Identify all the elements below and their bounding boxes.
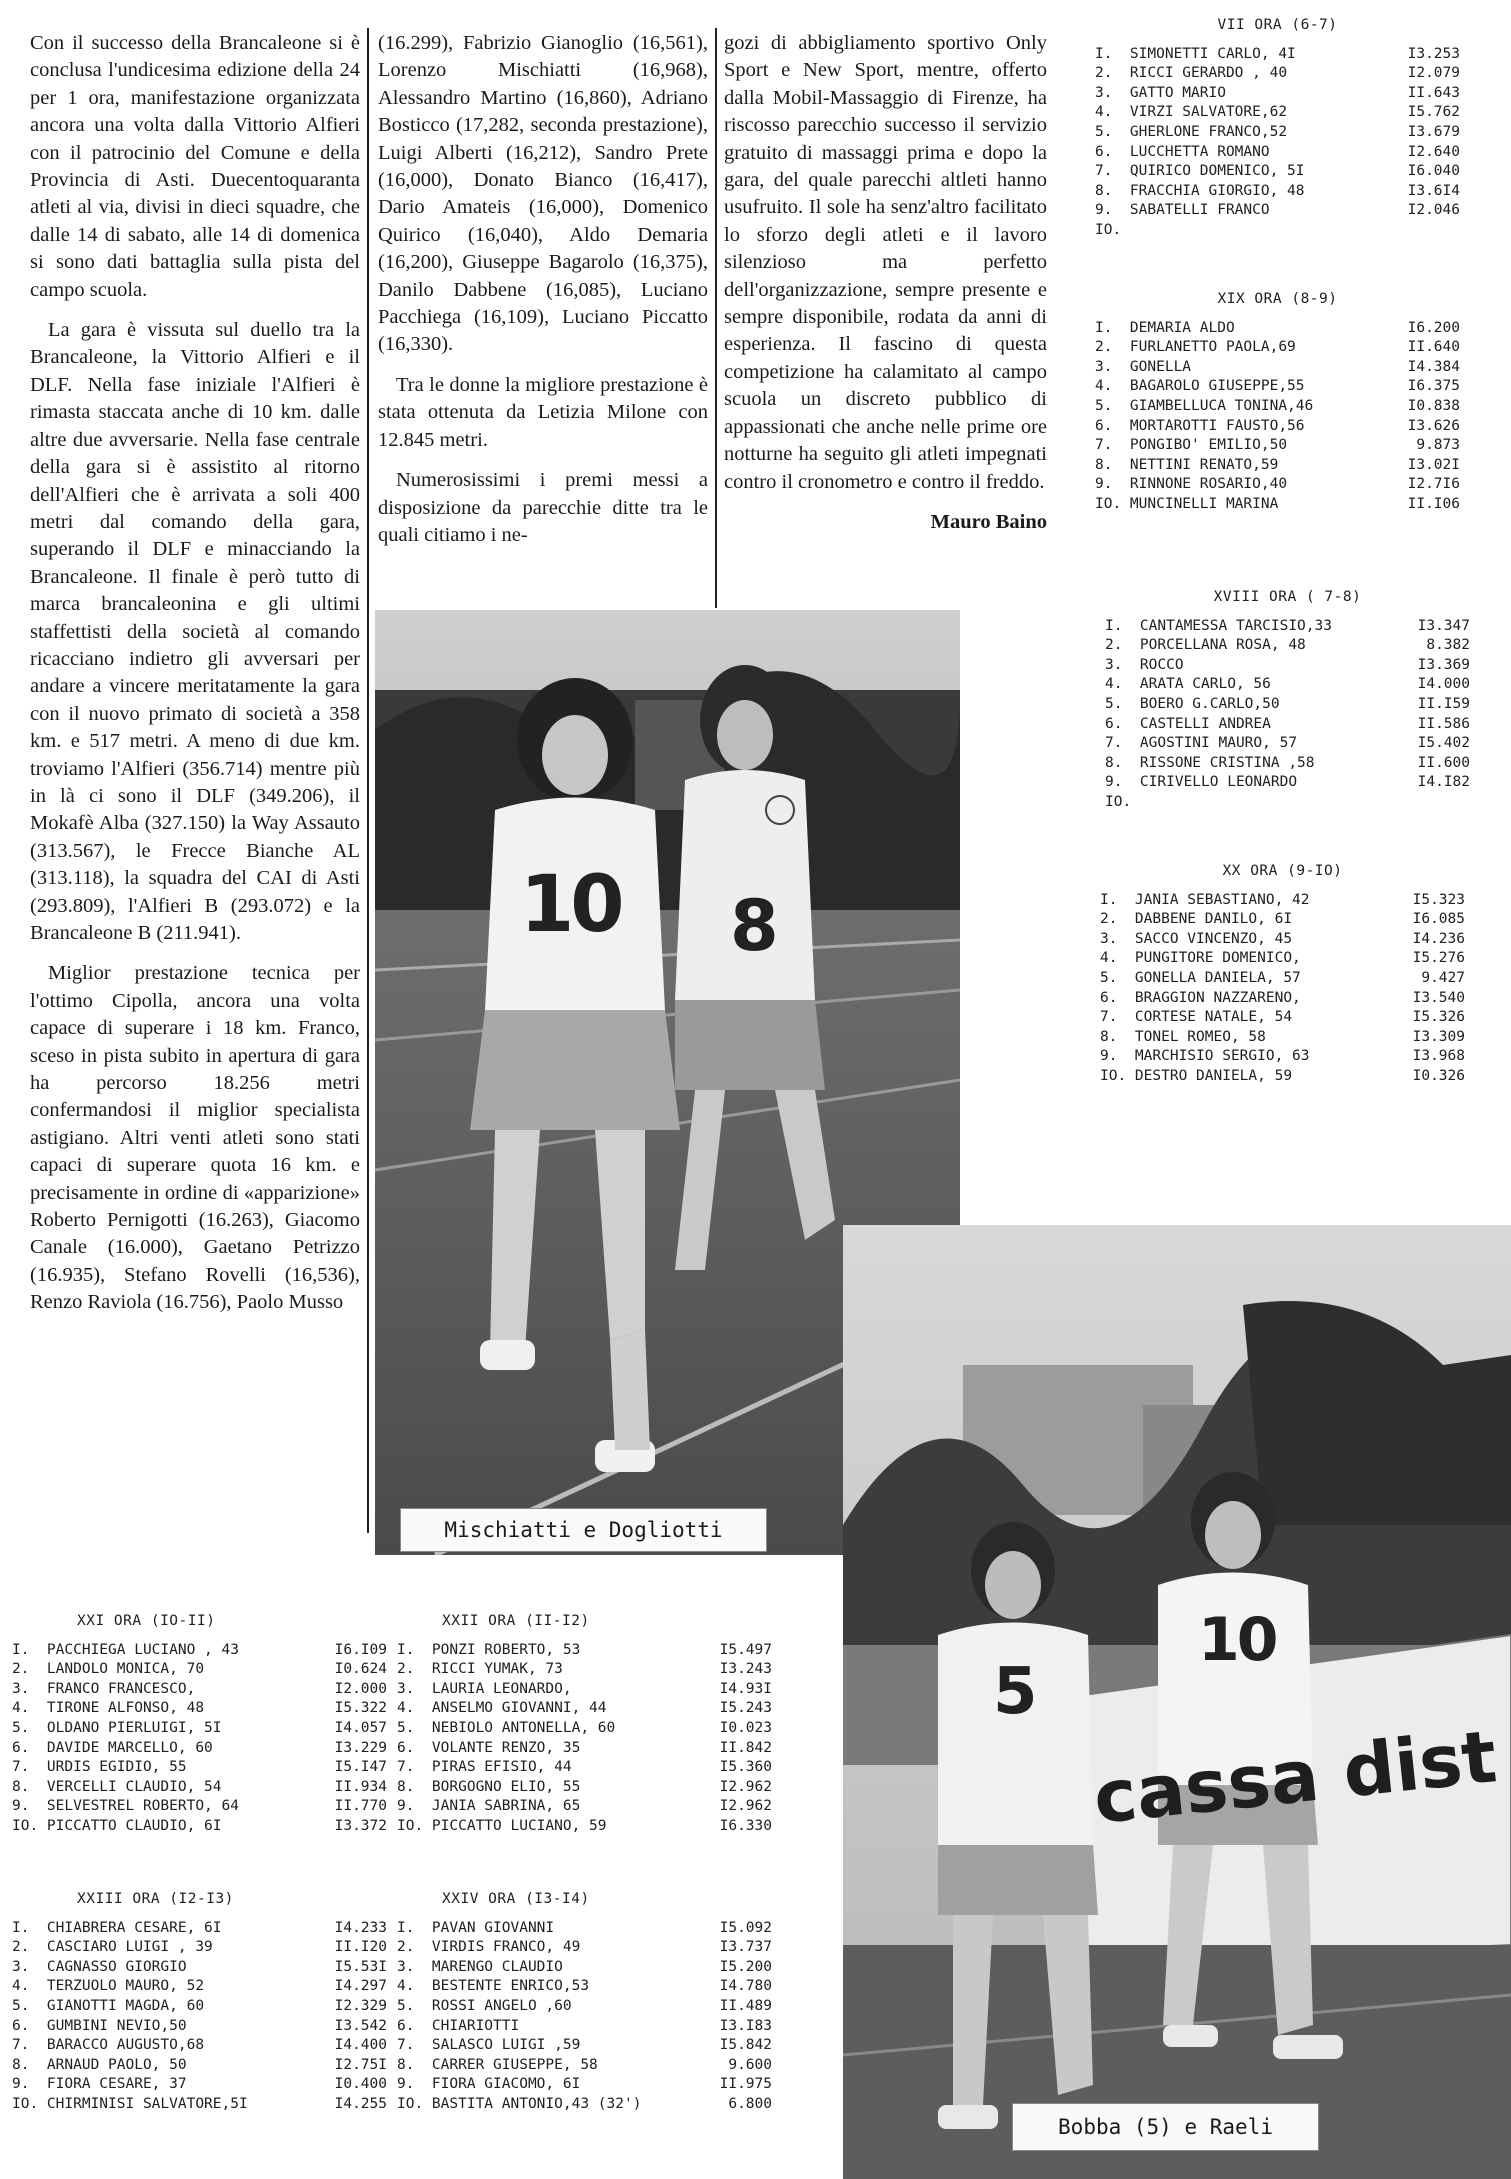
athlete-entry: IO. CHIRMINISI SALVATORE,5I [12, 2095, 248, 2112]
table-row [397, 1997, 772, 2017]
bib-number: 10 [520, 860, 621, 950]
article-column-3 [724, 30, 1047, 536]
distance-value: I5.I47 [334, 1759, 387, 1776]
athlete-entry: 5. ROSSI ANGELO ,60 [397, 1997, 572, 2014]
table-row [12, 1919, 387, 1939]
athlete-entry: I. PAVAN GIOVANNI [397, 1919, 555, 1936]
distance-value: I3.968 [1412, 1048, 1465, 1065]
results-table-xxiii [12, 1890, 387, 2115]
column-rule [715, 28, 717, 608]
table-row [1095, 319, 1460, 339]
distance-value: I5.402 [1417, 735, 1470, 752]
athlete-entry: 3. LAURIA LEONARDO, [397, 1680, 572, 1697]
distance-value: I2.000 [334, 1680, 387, 1697]
athlete-entry: 5. GHERLONE FRANCO,52 [1095, 123, 1288, 140]
bib-number: 8 [730, 885, 779, 967]
table-row [397, 1797, 772, 1817]
distance-value: I3.347 [1417, 617, 1470, 634]
table-row [12, 1817, 387, 1837]
table-rows [1095, 319, 1460, 515]
distance-value: I4.000 [1417, 676, 1470, 693]
article-paragraph: gozi di abbigliamento sportivo Only Sport e New Sport, mentre, offerto dalla Mobil-Massaggio di Firenze, ha riscosso parecchio successo il servizio gratuito di massaggi prima e dopo la gara, del quale parecchi altleti hanno usufruito. Il sole ha senz'altro facilitato lo sforzo degli atleti e il lavoro silenzioso ma perfetto dell'organizzazione, sempre presente e sempre disponibile, rodata da anni di esperienza. Il fascino di questa competizione ha calamitato al campo scuola un discreto pubblico di appassionati che anche nelle prime ore notturne ha seguito gli atleti impegnati contro il cronometro e contro il freddo. [724, 32, 1047, 493]
distance-value: I2.962 [719, 1798, 772, 1815]
article-paragraph: Numerosissimi i premi messi a disposizione da parecchie ditte tra le quali citiamo i ne- [378, 469, 708, 546]
table-row [1105, 695, 1470, 715]
distance-value: I4.057 [334, 1719, 387, 1736]
table-row [1095, 495, 1460, 515]
table-title: XVIII ORA ( 7-8) [1213, 589, 1362, 605]
athlete-entry: 7. PIRAS EFISIO, 44 [397, 1759, 572, 1776]
table-row [12, 1997, 387, 2017]
table-row [1095, 397, 1460, 417]
athlete-entry: 9. FIORA GIACOMO, 6I [397, 2076, 581, 2093]
results-table-xix [1095, 290, 1460, 515]
distance-value: I5.243 [719, 1700, 772, 1717]
table-title: VII ORA (6-7) [1217, 17, 1338, 33]
photo-caption: Mischiatti e Dogliotti [400, 1508, 767, 1552]
distance-value: II.586 [1417, 715, 1470, 732]
distance-value: I6.085 [1412, 911, 1465, 928]
table-row [12, 1719, 387, 1739]
athlete-entry: IO. [1105, 793, 1132, 810]
distance-value: I5.326 [1412, 1009, 1465, 1026]
distance-value: I3.626 [1407, 417, 1460, 434]
athlete-entry: 9. SABATELLI FRANCO [1095, 202, 1270, 219]
distance-value: I6.200 [1407, 319, 1460, 336]
table-row [397, 1680, 772, 1700]
table-rows [1105, 617, 1470, 813]
table-rows [1100, 891, 1465, 1087]
distance-value: I4.780 [719, 1978, 772, 1995]
athlete-entry: 4. VIRZI SALVATORE,62 [1095, 104, 1288, 121]
distance-value: I0.023 [719, 1719, 772, 1736]
table-row [397, 1778, 772, 1798]
athlete-entry: I. PACCHIEGA LUCIANO , 43 [12, 1641, 239, 1658]
athlete-entry: 9. JANIA SABRINA, 65 [397, 1798, 581, 1815]
athlete-entry: 7. AGOSTINI MAURO, 57 [1105, 735, 1298, 752]
distance-value: II.I59 [1417, 695, 1470, 712]
athlete-entry: 3. SACCO VINCENZO, 45 [1100, 930, 1293, 947]
article-paragraph: Miglior prestazione tecnica per l'ottimo Cipolla, ancora una volta capace di superare i 18 km. Franco, sceso in pista subito in apertura di gara ha percorso 18.256 metri confermandosi il miglior specialista astigiano. Altri venti atleti sono stati capaci di superare quota 16 km. e precisamente in ordine di «apparizione» Roberto Pernigotti (16.263), Giacomo Canale (16.000), Gaetano Petrizzo (16.935), Stefano Rovelli (16,536), Renzo Raviola (16.756), Paolo Musso [30, 962, 360, 1314]
table-row [12, 2095, 387, 2115]
athlete-entry: 4. ANSELMO GIOVANNI, 44 [397, 1700, 607, 1717]
athlete-entry: 2. CASCIARO LUIGI , 39 [12, 1939, 213, 1956]
table-row [1095, 45, 1460, 65]
table-row [1100, 969, 1465, 989]
table-row [1095, 64, 1460, 84]
table-row [1095, 436, 1460, 456]
athlete-entry: 4. TERZUOLO MAURO, 52 [12, 1978, 205, 1995]
table-row [1105, 675, 1470, 695]
athlete-entry: 2. PORCELLANA ROSA, 48 [1105, 637, 1306, 654]
distance-value: I5.842 [719, 2037, 772, 2054]
photo-runners-men [843, 1225, 1511, 2179]
table-row [12, 1797, 387, 1817]
table-row [12, 1641, 387, 1661]
athlete-entry: 2. DABBENE DANILO, 6I [1100, 911, 1293, 928]
distance-value: I0.400 [334, 2076, 387, 2093]
table-row [1095, 182, 1460, 202]
distance-value: I6.I09 [334, 1641, 387, 1658]
athlete-entry: I. CHIABRERA CESARE, 6I [12, 1919, 222, 1936]
table-row [397, 1938, 772, 1958]
athlete-entry: 3. GATTO MARIO [1095, 84, 1226, 101]
table-row [12, 1938, 387, 1958]
table-row [12, 2075, 387, 2095]
athlete-entry: 8. VERCELLI CLAUDIO, 54 [12, 1778, 222, 1795]
table-row [12, 1660, 387, 1680]
distance-value: 9.873 [1416, 437, 1460, 454]
table-row [12, 2017, 387, 2037]
table-row [1100, 989, 1465, 1009]
athlete-entry: 6. BRAGGION NAZZARENO, [1100, 989, 1301, 1006]
distance-value: II.600 [1417, 754, 1470, 771]
table-rows [1095, 45, 1460, 241]
table-row [397, 2095, 772, 2115]
athlete-entry: 8. NETTINI RENATO,59 [1095, 456, 1279, 473]
athlete-entry: 7. URDIS EGIDIO, 55 [12, 1759, 187, 1776]
table-row [1095, 201, 1460, 221]
table-row [12, 1739, 387, 1759]
athlete-entry: IO. MUNCINELLI MARINA [1095, 495, 1279, 512]
table-row [1105, 754, 1470, 774]
athlete-entry: 3. GONELLA [1095, 358, 1192, 375]
athlete-entry: 3. MARENGO CLAUDIO [397, 1958, 563, 1975]
column-rule [367, 28, 369, 1533]
athlete-entry: 2. FURLANETTO PAOLA,69 [1095, 339, 1296, 356]
table-row [397, 1660, 772, 1680]
athlete-entry: 6. DAVIDE MARCELLO, 60 [12, 1739, 213, 1756]
table-row [1105, 793, 1470, 813]
table-row [1100, 1008, 1465, 1028]
table-row [397, 1977, 772, 1997]
distance-value: I2.7I6 [1407, 476, 1460, 493]
athlete-entry: IO. PICCATTO CLAUDIO, 6I [12, 1817, 222, 1834]
photo-runners-men-image [843, 1225, 1511, 2179]
article-author: Mauro Baino [930, 510, 1047, 533]
distance-value: I6.375 [1407, 378, 1460, 395]
athlete-entry: 8. CARRER GIUSEPPE, 58 [397, 2056, 598, 2073]
results-table-xxi [12, 1612, 387, 1837]
table-row [1095, 221, 1460, 241]
athlete-entry: 5. BOERO G.CARLO,50 [1105, 695, 1280, 712]
distance-value: I4.297 [334, 1978, 387, 1995]
results-table-xxii [397, 1612, 772, 1837]
athlete-entry: 5. GIANOTTI MAGDA, 60 [12, 1997, 205, 2014]
athlete-entry: 9. MARCHISIO SERGIO, 63 [1100, 1048, 1310, 1065]
table-rows [397, 1919, 772, 2115]
distance-value: I6.040 [1407, 163, 1460, 180]
distance-value: I2.962 [719, 1778, 772, 1795]
distance-value: I3.I83 [719, 2017, 772, 2034]
athlete-entry: 4. TIRONE ALFONSO, 48 [12, 1700, 205, 1717]
distance-value: 6.800 [728, 2095, 772, 2112]
distance-value: II.934 [334, 1778, 387, 1795]
athlete-entry: 9. SELVESTREL ROBERTO, 64 [12, 1798, 239, 1815]
distance-value: I5.497 [719, 1641, 772, 1658]
athlete-entry: I. SIMONETTI CARLO, 4I [1095, 45, 1296, 62]
table-row [12, 1778, 387, 1798]
athlete-entry: 4. PUNGITORE DOMENICO, [1100, 950, 1301, 967]
table-rows [12, 1919, 387, 2115]
table-row [1105, 656, 1470, 676]
table-row [1100, 1047, 1465, 1067]
table-row [1095, 475, 1460, 495]
table-row [397, 1758, 772, 1778]
athlete-entry: I. DEMARIA ALDO [1095, 319, 1235, 336]
article-paragraph: La gara è vissuta sul duello tra la Brancaleone, la Vittorio Alfieri e il DLF. Nella fase iniziale l'Alfieri è rimasta staccata anche di 10 km. dalle altre due avversarie. Nella fase centrale della gara si è assistito al ritorno dell'Alfieri che è arrivata a soli 400 metri dal comando della gara, superando il DLF e minacciando la Brancaleone. Il finale è però tutto di marca brancaleonina e gli ultimi staffettisti della società al comando ricacciano indietro gli avversari per andare a vincere meritatamente la gara con il nuovo primato di società a 358 km. e 517 metri. A meno di due km. troviamo l'Alfieri (356.714) mentre più in là ci sono il DLF (349.206), il Mokafè Alba (327.150) la Way Assauto (313.567), le Frecce Bianche AL (313.118), la squadra del CAI di Asti (293.809), l'Alfieri B (293.072) e la Brancaleone B (211.941). [30, 319, 360, 944]
distance-value: I5.092 [719, 1919, 772, 1936]
distance-value: I5.762 [1407, 104, 1460, 121]
athlete-entry: 8. BORGOGNO ELIO, 55 [397, 1778, 581, 1795]
table-row [1095, 123, 1460, 143]
table-row [12, 1977, 387, 1997]
article-column-1 [30, 30, 360, 1330]
athlete-entry: 3. FRANCO FRANCESCO, [12, 1680, 196, 1697]
table-row [12, 1758, 387, 1778]
athlete-entry: I. JANIA SEBASTIANO, 42 [1100, 891, 1310, 908]
athlete-entry: 9. RINNONE ROSARIO,40 [1095, 476, 1288, 493]
table-rows [397, 1641, 772, 1837]
table-row [12, 1699, 387, 1719]
table-row [1100, 1028, 1465, 1048]
table-row [397, 1919, 772, 1939]
table-rows [12, 1641, 387, 1837]
distance-value: I3.679 [1407, 123, 1460, 140]
distance-value: II.I06 [1407, 495, 1460, 512]
athlete-entry: 2. LANDOLO MONICA, 70 [12, 1661, 205, 1678]
athlete-entry: IO. [1095, 221, 1122, 238]
athlete-entry: 6. MORTAROTTI FAUSTO,56 [1095, 417, 1305, 434]
athlete-entry: IO. DESTRO DANIELA, 59 [1100, 1067, 1293, 1084]
athlete-entry: 6. CHIARIOTTI [397, 2017, 520, 2034]
table-row [12, 2036, 387, 2056]
bib-number: 10 [1198, 1605, 1276, 1675]
athlete-entry: I. PONZI ROBERTO, 53 [397, 1641, 581, 1658]
table-row [1100, 910, 1465, 930]
results-table-xx [1100, 862, 1465, 1087]
distance-value: 8.382 [1426, 637, 1470, 654]
distance-value: I3.309 [1412, 1028, 1465, 1045]
athlete-entry: 3. CAGNASSO GIORGIO [12, 1958, 187, 1975]
photo-caption: Bobba (5) e Raeli [1012, 2103, 1319, 2151]
distance-value: I2.640 [1407, 143, 1460, 160]
table-title: XIX ORA (8-9) [1217, 291, 1338, 307]
table-row [397, 1719, 772, 1739]
table-title: XXIII ORA (I2-I3) [77, 1891, 234, 1907]
table-row [1100, 1067, 1465, 1087]
athlete-entry: 6. VOLANTE RENZO, 35 [397, 1739, 581, 1756]
distance-value: I5.276 [1412, 950, 1465, 967]
table-row [1095, 143, 1460, 163]
distance-value: I4.384 [1407, 358, 1460, 375]
distance-value: II.842 [719, 1739, 772, 1756]
table-row [397, 2036, 772, 2056]
distance-value: I2.329 [334, 1997, 387, 2014]
banner-text: cassa dist [1089, 1714, 1501, 1840]
table-row [1105, 734, 1470, 754]
table-row [12, 1680, 387, 1700]
distance-value: I4.I82 [1417, 774, 1470, 791]
distance-value: I5.360 [719, 1759, 772, 1776]
distance-value: I3.542 [334, 2017, 387, 2034]
athlete-entry: 6. GUMBINI NEVIO,50 [12, 2017, 187, 2034]
results-table-xxiv [397, 1890, 772, 2115]
distance-value: II.640 [1407, 339, 1460, 356]
athlete-entry: 9. CIRIVELLO LEONARDO [1105, 774, 1298, 791]
distance-value: II.643 [1407, 84, 1460, 101]
table-row [1095, 417, 1460, 437]
table-row [1105, 617, 1470, 637]
distance-value: II.489 [719, 1997, 772, 2014]
table-row [397, 1641, 772, 1661]
table-row [1105, 636, 1470, 656]
distance-value: II.770 [334, 1798, 387, 1815]
table-row [1105, 773, 1470, 793]
table-row [1105, 715, 1470, 735]
distance-value: I4.236 [1412, 930, 1465, 947]
table-title: XXIV ORA (I3-I4) [442, 1891, 590, 1907]
athlete-entry: 7. BARACCO AUGUSTO,68 [12, 2037, 205, 2054]
athlete-entry: 4. ARATA CARLO, 56 [1105, 676, 1271, 693]
table-row [397, 1699, 772, 1719]
distance-value: I5.53I [334, 1958, 387, 1975]
distance-value: I0.838 [1407, 397, 1460, 414]
athlete-entry: 7. SALASCO LUIGI ,59 [397, 2037, 581, 2054]
athlete-entry: 2. VIRDIS FRANCO, 49 [397, 1939, 581, 1956]
athlete-entry: 7. QUIRICO DOMENICO, 5I [1095, 163, 1305, 180]
distance-value: 9.600 [728, 2056, 772, 2073]
table-row [1095, 103, 1460, 123]
athlete-entry: IO. PICCATTO LUCIANO, 59 [397, 1817, 607, 1834]
distance-value: I3.369 [1417, 656, 1470, 673]
athlete-entry: 8. ARNAUD PAOLO, 50 [12, 2056, 187, 2073]
article-paragraph: Tra le donne la migliore prestazione è stata ottenuta da Letizia Milone con 12.845 metri. [378, 373, 708, 451]
athlete-entry: 8. RISSONE CRISTINA ,58 [1105, 754, 1315, 771]
athlete-entry: 9. FIORA CESARE, 37 [12, 2076, 187, 2093]
distance-value: I3.372 [334, 1817, 387, 1834]
table-row [397, 2017, 772, 2037]
distance-value: I5.322 [334, 1700, 387, 1717]
distance-value: I4.233 [334, 1919, 387, 1936]
results-table-xviii [1105, 588, 1470, 813]
distance-value: I5.200 [719, 1958, 772, 1975]
distance-value: II.975 [719, 2076, 772, 2093]
table-title: XXII ORA (II-I2) [442, 1613, 590, 1629]
distance-value: I5.323 [1412, 891, 1465, 908]
athlete-entry: 7. CORTESE NATALE, 54 [1100, 1009, 1293, 1026]
athlete-entry: 8. TONEL ROMEO, 58 [1100, 1028, 1266, 1045]
distance-value: I6.330 [719, 1817, 772, 1834]
distance-value: I0.624 [334, 1661, 387, 1678]
athlete-entry: 5. GONELLA DANIELA, 57 [1100, 969, 1301, 986]
distance-value: I3.243 [719, 1661, 772, 1678]
distance-value: II.I20 [334, 1939, 387, 1956]
distance-value: 9.427 [1421, 969, 1465, 986]
distance-value: I3.737 [719, 1939, 772, 1956]
table-row [1100, 949, 1465, 969]
results-table-vii [1095, 16, 1460, 241]
table-row [397, 1958, 772, 1978]
distance-value: I3.253 [1407, 45, 1460, 62]
table-row [1095, 338, 1460, 358]
athlete-entry: 8. FRACCHIA GIORGIO, 48 [1095, 182, 1305, 199]
distance-value: I4.93I [719, 1680, 772, 1697]
athlete-entry: 4. BESTENTE ENRICO,53 [397, 1978, 590, 1995]
distance-value: I3.02I [1407, 456, 1460, 473]
distance-value: I0.326 [1412, 1067, 1465, 1084]
athlete-entry: 3. ROCCO [1105, 656, 1184, 673]
athlete-entry: 6. CASTELLI ANDREA [1105, 715, 1271, 732]
athlete-entry: 5. NEBIOLO ANTONELLA, 60 [397, 1719, 616, 1736]
article-paragraph: (16.299), Fabrizio Gianoglio (16,561), Lorenzo Mischiatti (16,968), Alessandro Martino (16,860), Adriano Bosticco (17,282, seconda prestazione), Luigi Alberti (16,212), Sandro Prete (16,000), Donato Bianco (16,417), Dario Amateis (16,000), Domenico Quirico (16,040), Aldo Demaria (16,200), Giuseppe Bagarolo (16,375), Danilo Dabbene (16,085), Luciano Pacchiega (16,109), Luciano Piccatto (16,330). [378, 32, 708, 356]
athlete-entry: 2. RICCI GERARDO , 40 [1095, 65, 1288, 82]
table-row [397, 2075, 772, 2095]
table-title: XX ORA (9-IO) [1222, 863, 1343, 879]
athlete-entry: 6. LUCCHETTA ROMANO [1095, 143, 1270, 160]
table-row [1100, 930, 1465, 950]
table-title: XXI ORA (IO-II) [77, 1613, 216, 1629]
distance-value: I4.400 [334, 2037, 387, 2054]
distance-value: I4.255 [334, 2095, 387, 2112]
table-row [12, 1958, 387, 1978]
table-row [1095, 377, 1460, 397]
table-row [1095, 456, 1460, 476]
distance-value: I3.540 [1412, 989, 1465, 1006]
table-row [1095, 358, 1460, 378]
table-row [1095, 162, 1460, 182]
bib-number: 5 [993, 1655, 1038, 1729]
athlete-entry: I. CANTAMESSA TARCISIO,33 [1105, 617, 1332, 634]
table-row [397, 2056, 772, 2076]
article-column-2 [378, 30, 708, 562]
athlete-entry: 5. GIAMBELLUCA TONINA,46 [1095, 397, 1314, 414]
article-paragraph: Con il successo della Brancaleone si è conclusa l'undicesima edizione della 24 per 1 ora, manifestazione organizzata ancora una volta dalla Vittorio Alfieri con il patrocinio del Comune e della Provincia di Asti. Duecentoquaranta atleti al via, divisi in dieci squadre, che dalle 14 di sabato, alle 14 di domenica si sono dati battaglia sulla pista del campo scuola. [30, 32, 360, 301]
table-row [397, 1817, 772, 1837]
table-row [397, 1739, 772, 1759]
distance-value: I3.229 [334, 1739, 387, 1756]
athlete-entry: 5. OLDANO PIERLUIGI, 5I [12, 1719, 222, 1736]
distance-value: I2.046 [1407, 202, 1460, 219]
table-row [12, 2056, 387, 2076]
athlete-entry: 2. RICCI YUMAK, 73 [397, 1661, 563, 1678]
distance-value: I2.079 [1407, 65, 1460, 82]
table-row [1100, 891, 1465, 911]
athlete-entry: 4. BAGAROLO GIUSEPPE,55 [1095, 378, 1305, 395]
distance-value: I3.6I4 [1407, 182, 1460, 199]
distance-value: I2.75I [334, 2056, 387, 2073]
athlete-entry: 7. PONGIBO' EMILIO,50 [1095, 437, 1288, 454]
table-row [1095, 84, 1460, 104]
athlete-entry: IO. BASTITA ANTONIO,43 (32') [397, 2095, 642, 2112]
